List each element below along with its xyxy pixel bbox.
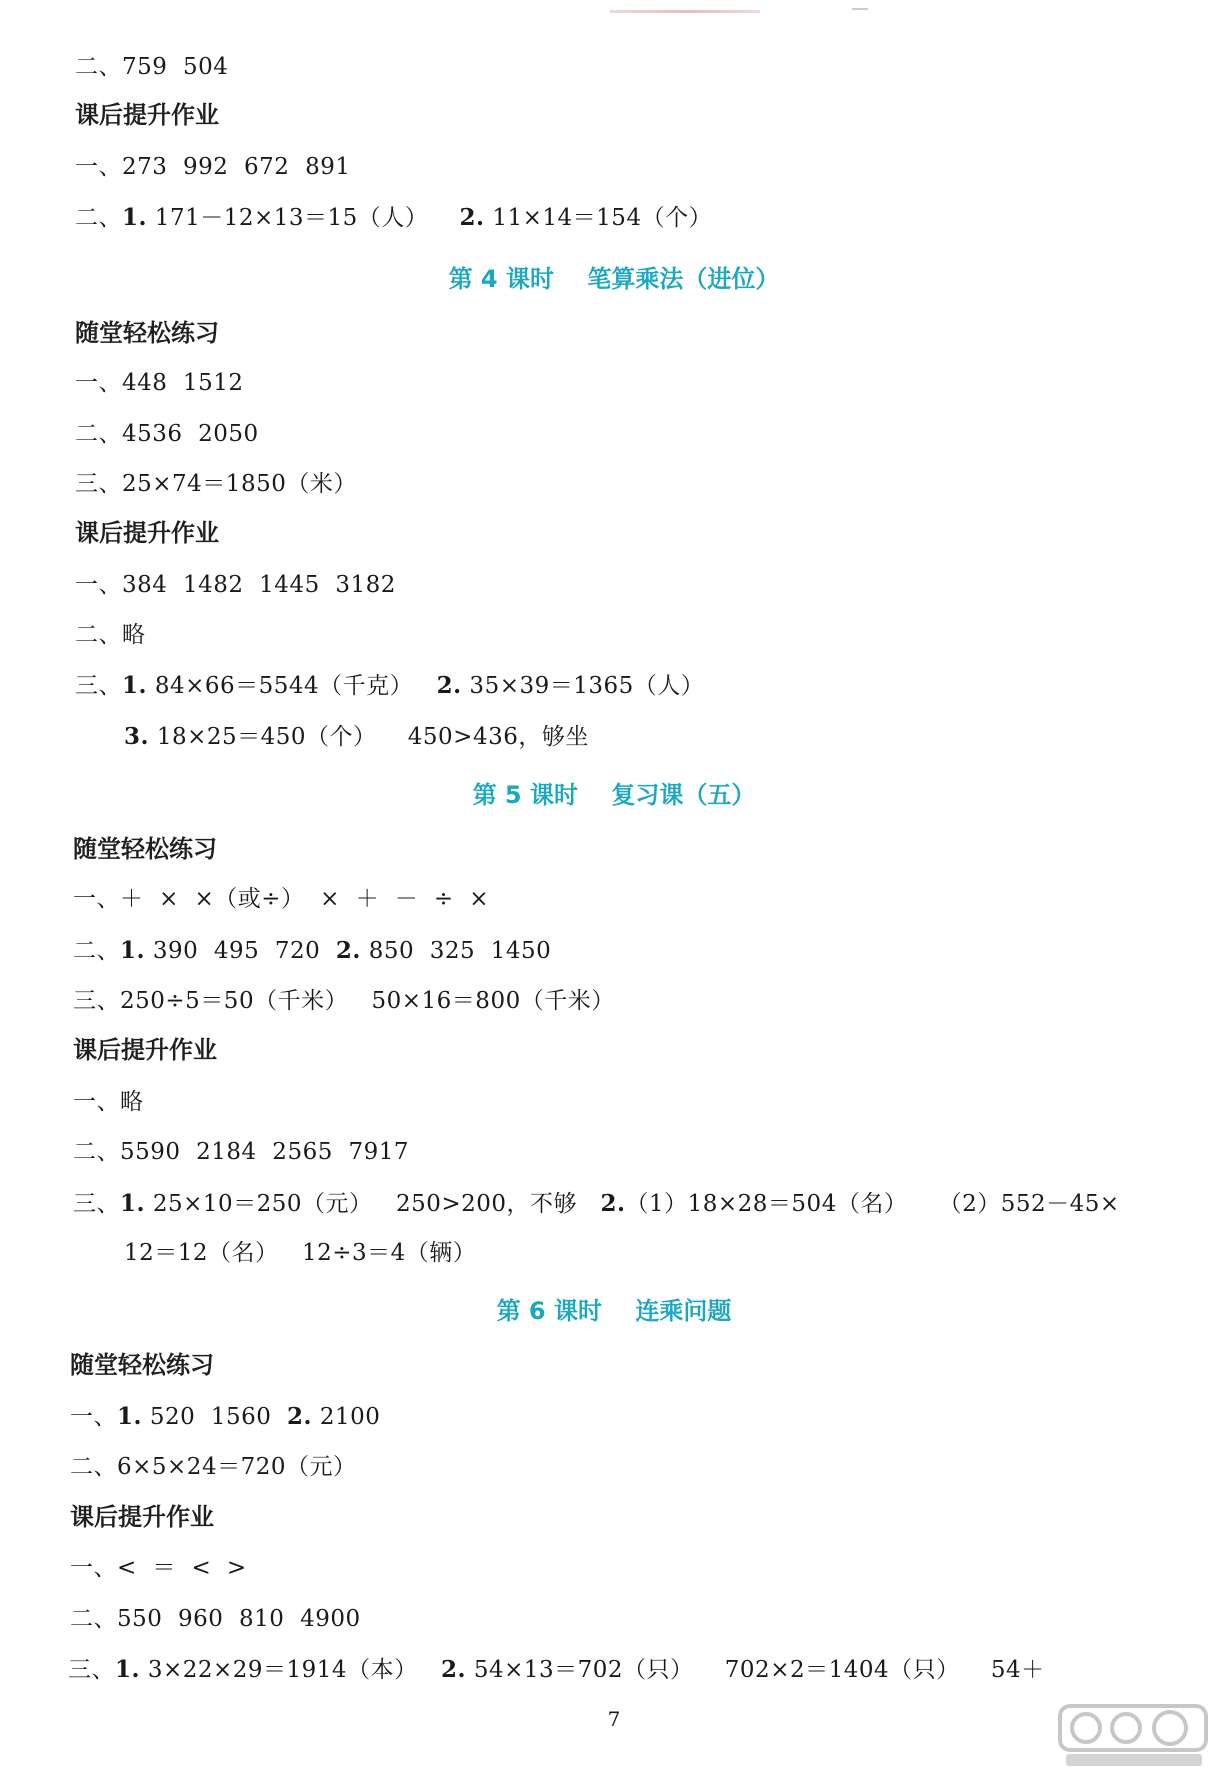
answer-line: 三、1. 84×66＝5544（千克） 2. 35×39＝1365（人） xyxy=(75,672,705,699)
lesson-title: 第 4 课时 笔算乘法（进位） xyxy=(448,265,780,293)
answer-line: 一、略 xyxy=(73,1089,144,1115)
answer-line: 三、1. 3×22×29＝1914（本） 2. 54×13＝702（只） 702×2＝1404（只） 54＋ xyxy=(68,1656,1045,1683)
watermark-logo xyxy=(1058,1700,1208,1770)
answer-line: 一、384 1482 1445 3182 xyxy=(75,572,396,598)
answer-line: 三、1. 25×10＝250（元） 250>200，不够 2.（1）18×28＝504（名） （2）552－45× xyxy=(73,1190,1120,1217)
answer-line: 二、4536 2050 xyxy=(75,421,259,447)
answer-line: 三、25×74＝1850（米） xyxy=(75,471,357,497)
section-heading: 随堂轻松练习 xyxy=(73,835,217,863)
section-heading: 课后提升作业 xyxy=(75,519,219,547)
section-heading: 课后提升作业 xyxy=(75,101,219,129)
section-heading: 课后提升作业 xyxy=(73,1036,217,1064)
answer-line: 12＝12（名） 12÷3＝4（辆） xyxy=(124,1240,477,1266)
answer-line: 二、1. 171－12×13＝15（人） 2. 11×14＝154（个） xyxy=(75,204,713,231)
answer-line: 三、250÷5＝50（千米） 50×16＝800（千米） xyxy=(73,988,615,1014)
section-heading: 随堂轻松练习 xyxy=(70,1351,214,1379)
answer-line: 一、＋ × ×（或÷） × ＋ － ÷ × xyxy=(73,886,489,912)
answer-line: 二、5590 2184 2565 7917 xyxy=(73,1139,409,1165)
answer-line: 3. 18×25＝450（个） 450>436，够坐 xyxy=(124,723,589,750)
section-heading: 课后提升作业 xyxy=(70,1503,214,1531)
answer-line: 二、1. 390 495 720 2. 850 325 1450 xyxy=(73,937,552,964)
page-number: 7 xyxy=(607,1707,621,1731)
lesson-title: 第 5 课时 复习课（五） xyxy=(472,781,756,809)
answer-line: 二、6×5×24＝720（元） xyxy=(70,1454,357,1480)
answer-line: 二、550 960 810 4900 xyxy=(70,1606,361,1632)
answer-line: 二、759 504 xyxy=(75,54,229,80)
answer-line: 二、略 xyxy=(75,622,146,648)
scan-mark xyxy=(610,10,760,13)
scan-mark xyxy=(852,8,868,10)
answer-line: 一、448 1512 xyxy=(75,370,244,396)
section-heading: 随堂轻松练习 xyxy=(75,319,219,347)
answer-line: 一、273 992 672 891 xyxy=(75,154,351,180)
lesson-title: 第 6 课时 连乘问题 xyxy=(496,1297,732,1325)
answer-line: 一、1. 520 1560 2. 2100 xyxy=(70,1403,381,1430)
answer-line: 一、< ＝ < > xyxy=(70,1555,247,1581)
